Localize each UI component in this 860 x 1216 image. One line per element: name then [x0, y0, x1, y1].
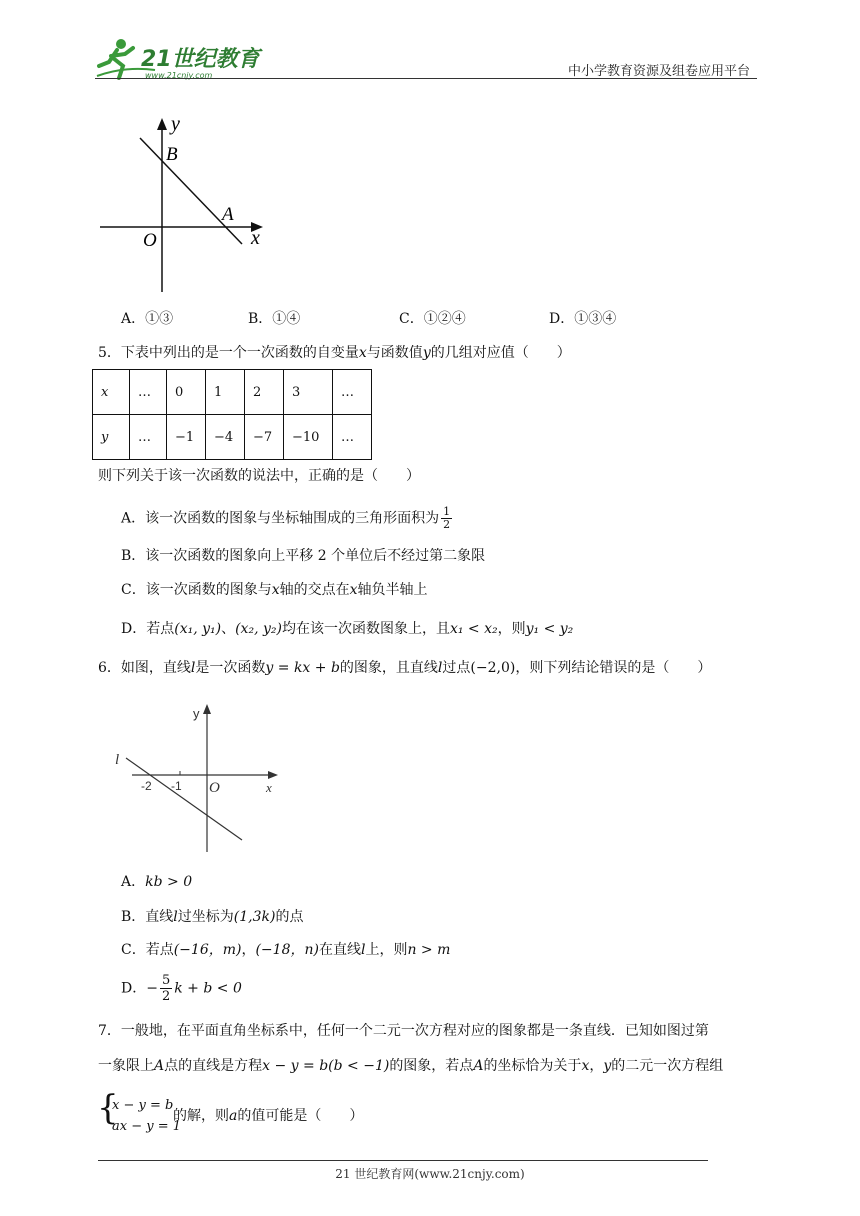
fraction-numerator: 5 [161, 973, 171, 988]
var-y: y [603, 1058, 612, 1074]
q7-text: 的值可能是（ ） [237, 1108, 364, 1124]
table-cell: … [333, 370, 372, 415]
point-a: A [473, 1058, 484, 1074]
option-text: C．该一次函数的图象与 [121, 582, 272, 598]
q5-option-c[interactable] [121, 580, 428, 600]
option-text: A． [121, 874, 146, 890]
table-cell: … [333, 415, 372, 460]
separator: ， [241, 942, 256, 958]
q7-text: 点的直线是方程 [164, 1058, 263, 1074]
result: n > m [407, 942, 451, 958]
q5-stem-part: 的几组对应值（ ） [430, 345, 571, 361]
q6-stem-part: 的图象，且直线 [339, 660, 438, 676]
option-text: 上，则 [365, 942, 408, 958]
separator: 、 [221, 621, 236, 637]
q4-option-b[interactable]: B．①④ [248, 311, 301, 327]
system-brace: { [97, 1088, 119, 1128]
label-y: y [171, 113, 180, 135]
table-cell: −1 [167, 415, 206, 460]
q5-stem [98, 343, 571, 363]
option-text: B．直线 [121, 909, 174, 925]
q4-option-c[interactable]: C．①②④ [399, 311, 466, 327]
var-a: a [229, 1108, 238, 1124]
option-text: ，则 [497, 621, 526, 637]
y-axis-arrow [203, 704, 211, 714]
label-o: O [143, 230, 157, 251]
figure-q6 [110, 700, 290, 860]
q6-option-c[interactable] [121, 940, 450, 960]
q4-option-a[interactable]: A．①③ [121, 311, 174, 327]
q4-option-d[interactable]: D．①③④ [549, 311, 617, 327]
fraction [441, 506, 452, 531]
platform-name: 中小学教育资源及组卷应用平台 [568, 64, 751, 79]
table-cell: −7 [245, 415, 284, 460]
equation-1: x − y = b [112, 1098, 174, 1113]
q5-follow-text: 则下列关于该一次函数的说法中，正确的是（ ） [98, 468, 420, 484]
table-row [93, 370, 372, 415]
option-text: 均在该一次函数图象上，且 [281, 621, 450, 637]
option-text: D．若点 [121, 621, 175, 637]
option-text: 的点 [275, 909, 304, 925]
q7-text: 的坐标恰为关于 [483, 1058, 582, 1074]
var-x: x [581, 1058, 590, 1074]
q5-value-table [92, 369, 372, 460]
point: (−2,0) [470, 660, 516, 676]
label-y: y [193, 706, 200, 721]
minus-sign: − [146, 980, 158, 997]
table-cell: y [93, 415, 130, 460]
fraction-denominator: 2 [161, 989, 171, 1004]
option-text: C．若点 [121, 942, 174, 958]
line-ab [140, 138, 242, 244]
function-expr: y = kx + b [265, 660, 340, 676]
table-cell: 0 [167, 370, 206, 415]
point-1: (−16，m) [173, 942, 242, 958]
label-b: B [166, 144, 178, 165]
equation-system [112, 1095, 181, 1137]
logo-text: 21世纪教育 [141, 47, 260, 72]
q7-text: 的解，则 [173, 1108, 229, 1124]
var-l: l [173, 909, 178, 925]
footer-divider [98, 1160, 708, 1161]
q5-var-y: y [422, 345, 431, 361]
line-l [126, 758, 242, 840]
table-cell: … [130, 415, 167, 460]
table-cell: … [130, 370, 167, 415]
q5-option-b[interactable]: B．该一次函数的图象向上平移 2 个单位后不经过第二象限 [121, 548, 486, 564]
q7-text: 一象限上 [98, 1058, 154, 1074]
q7-text: 的二元一次方程组 [611, 1058, 724, 1074]
label-a: A [222, 204, 234, 225]
option-text: 轴负半轴上 [357, 582, 428, 598]
table-cell: 1 [206, 370, 245, 415]
q6-option-a[interactable] [121, 872, 192, 892]
point-2: (−18，n) [255, 942, 319, 958]
table-cell: 2 [245, 370, 284, 415]
q6-stem-part: 过点 [442, 660, 471, 676]
table-row [93, 415, 372, 460]
label-l: l [115, 752, 120, 768]
point-1: (x₁, y₁) [174, 621, 222, 637]
option-text: 轴的交点在 [279, 582, 350, 598]
header-divider [95, 78, 757, 79]
point: (1,3k) [233, 909, 276, 925]
label-o: O [209, 780, 220, 796]
option-text: 过坐标为 [177, 909, 234, 925]
logo [95, 36, 265, 82]
q7-line-1: 7．一般地，在平面直角坐标系中，任何一个二元一次方程对应的图象都是一条直线．已知如图过第 [98, 1023, 709, 1039]
q5-stem-part: 与函数值 [366, 345, 423, 361]
var-x: x [271, 582, 280, 598]
var-l: l [190, 660, 196, 676]
logo-url: www.21cnjy.com [145, 71, 213, 80]
q6-stem-part: 是一次函数 [195, 660, 266, 676]
separator: ， [589, 1058, 604, 1074]
q7-line-3 [173, 1106, 363, 1126]
x-axis-arrow [268, 771, 278, 779]
fraction-denominator: 2 [443, 518, 451, 531]
q7-line-2 [98, 1056, 723, 1076]
fraction [160, 973, 172, 1004]
table-cell: −4 [206, 415, 245, 460]
q7-text: 的图象，若点 [389, 1058, 474, 1074]
y-axis-arrow [157, 118, 167, 130]
q5-option-d[interactable] [121, 619, 573, 639]
var-l: l [360, 942, 366, 958]
equation: x − y = b(b < −1) [262, 1058, 390, 1074]
var-l: l [437, 660, 443, 676]
q5-option-a[interactable] [121, 506, 454, 531]
option-expr: k + b < 0 [174, 980, 242, 997]
point-2: (x₂, y₂) [235, 621, 282, 637]
option-expr: kb > 0 [145, 874, 193, 890]
footer-text: 21 世纪教育网(www.21cnjy.com) [335, 1167, 525, 1181]
condition: x₁ < x₂ [449, 621, 498, 637]
point-a: A [154, 1058, 165, 1074]
result: y₁ < y₂ [525, 621, 574, 637]
table-cell: −10 [284, 415, 333, 460]
option-text: D． [121, 980, 147, 997]
q6-option-b[interactable] [121, 907, 303, 927]
label-x: x [251, 227, 260, 249]
label-x: x [266, 780, 272, 795]
q5-stem-part: 5．下表中列出的是一个一次函数的自变量 [98, 345, 359, 361]
q6-stem-part: 6．如图，直线 [98, 660, 191, 676]
fraction-numerator: 1 [443, 505, 451, 518]
option-text: A．该一次函数的图象与坐标轴围成的三角形面积为 [121, 510, 440, 527]
q6-stem-part: ，则下列结论错误的是（ ） [515, 660, 712, 676]
var-x: x [349, 582, 358, 598]
equation-2: ax − y = 1 [112, 1119, 182, 1134]
label-minus-2: -2 [141, 779, 152, 793]
figure-q4 [95, 110, 275, 295]
label-minus-1: -1 [171, 779, 182, 793]
q5-var-x: x [358, 345, 367, 361]
q6-option-d[interactable] [121, 973, 242, 1004]
table-cell: 3 [284, 370, 333, 415]
table-cell: x [93, 370, 130, 415]
option-text: 在直线 [318, 942, 361, 958]
q6-stem [98, 658, 711, 678]
